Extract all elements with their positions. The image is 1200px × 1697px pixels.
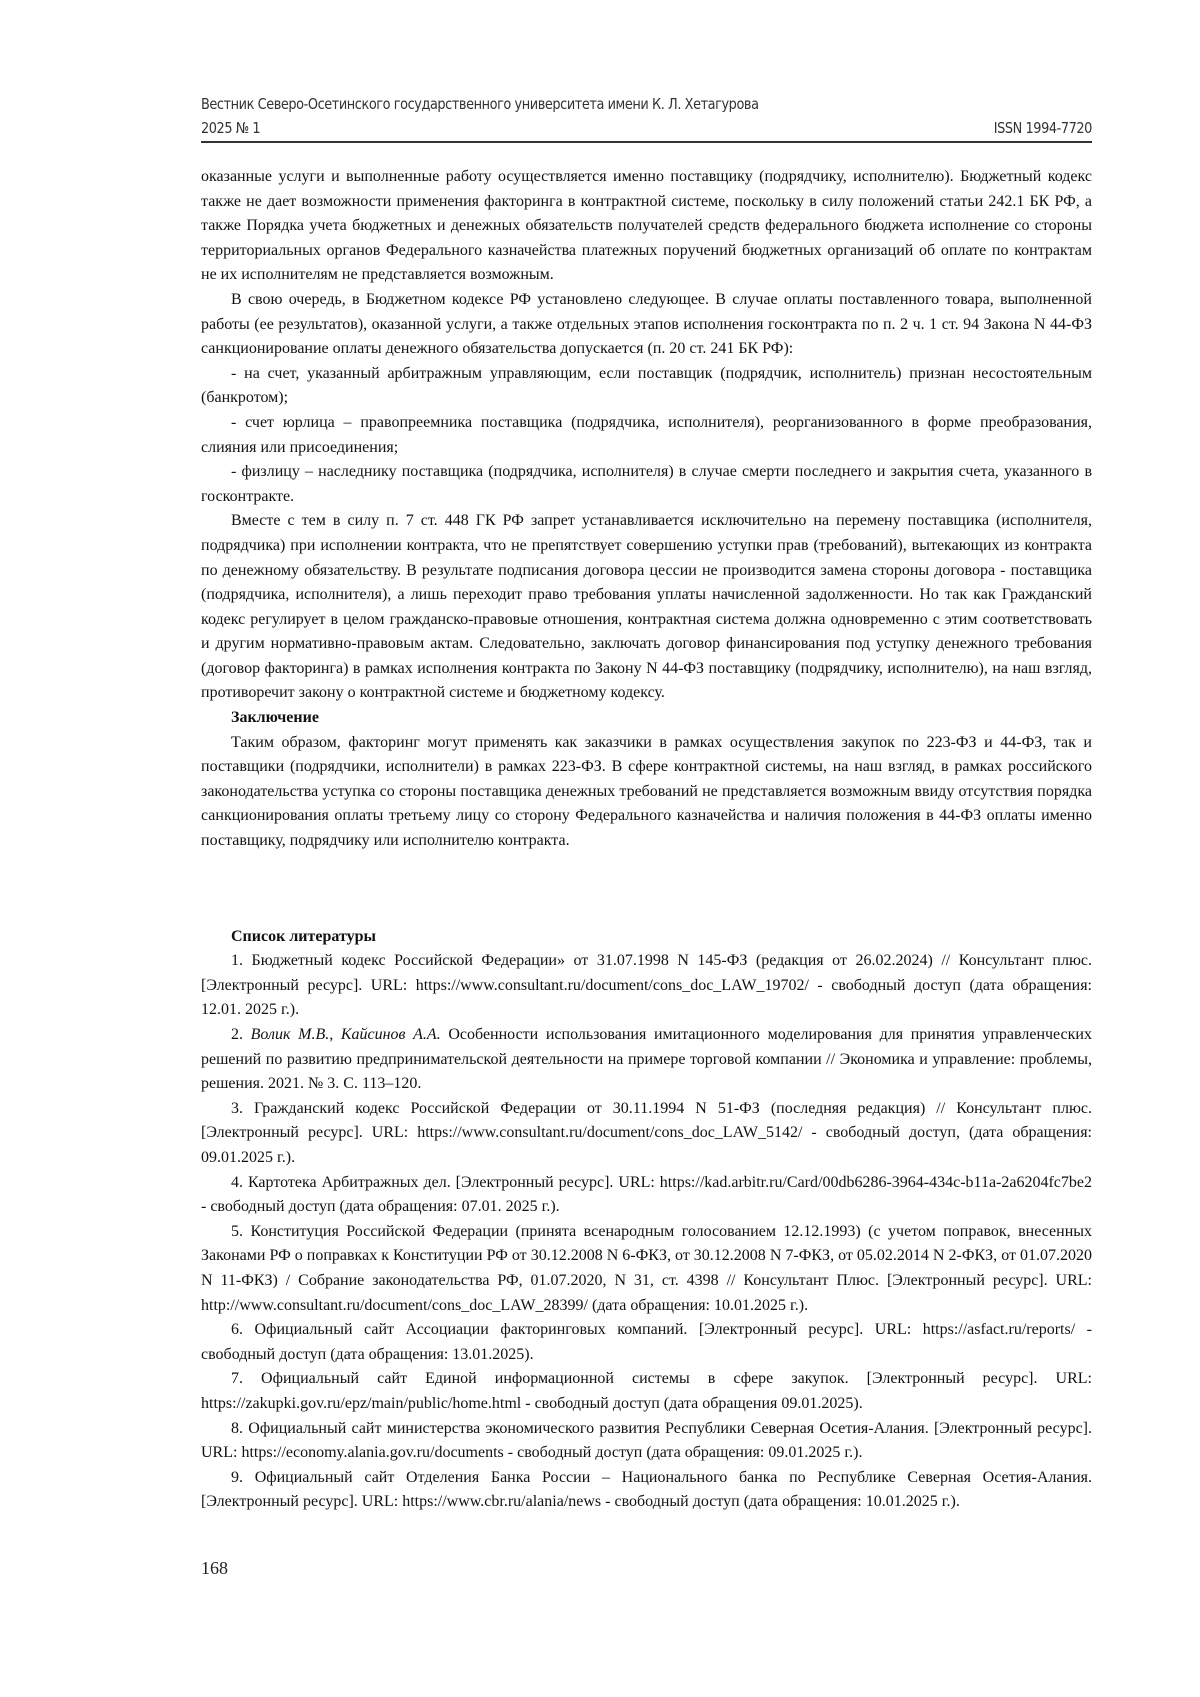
list-item: - счет юрлица – правопреемника поставщика (подрядчика, исполнителя), реорганизованного в форме преобразования, слияния или присоединения; [201,413,1092,456]
list-item: - физлицу – наследнику поставщика (подрядчика, исполнителя) в случае смерти последнего и закрытия счета, указанного в госконтракте. [201,463,1092,505]
section-spacer [201,854,1092,925]
reference-item: 1. Бюджетный кодекс Российской Федерации» от 31.07.1998 N 145-ФЗ (редакция от 26.02.2024) // Консультант плюс. [Электронный ресурс]. URL: https://www.consultant.ru/document/cons_doc_LAW_19702/ - свободный доступ (дата обращения: 12.01. 2025 г.). [201,952,1092,1019]
conclusion-text: Таким образом, факторинг могут применять как заказчики в рамках осуществления закупок по 223-ФЗ и 44-ФЗ, так и поставщики (подрядчики, исполнители) в рамках 223-ФЗ. В сфере контрактной системы, на наш взгляд, в рамках российского законодательства уступка со стороны поставщика денежных требований не представляется возможным ввиду отсутствия порядка санкционирования оплаты третьему лицу со сторону Федерального казначейства и наличия положения в 44-ФЗ оплаты именно поставщику, подрядчику или исполнителю контракта. [201,733,1092,850]
reference-item: 3. Гражданский кодекс Российской Федерации от 30.11.1994 N 51-ФЗ (последняя редакция) // Консультант плюс. [Электронный ресурс]. URL: https://www.consultant.ru/document/cons_doc_LAW_5142/ - свободный доступ, (дата обращения: 09.01.2025 г.). [201,1099,1092,1166]
issue-line [201,116,1092,140]
header-divider [201,141,1092,143]
reference-item [201,1023,1092,1097]
running-header [201,92,1092,140]
article-body [201,165,1092,1515]
journal-title: Вестник Северо-Осетинского государственного университета имени К. Л. Хетагурова [201,95,759,113]
issn: ISSN 1994-7720 [993,119,1092,137]
reference-item: 9. Официальный сайт Отделения Банка России – Национального банка по Республике Северная Осетия-Алания. [Электронный ресурс]. URL: https://www.cbr.ru/alania/news - свободный доступ (дата обращения: 10.01.2025 г.). [201,1468,1092,1511]
page-number: 168 [201,1558,228,1578]
paragraph: В свою очередь, в Бюджетном кодексе РФ установлено следующее. В случае оплаты поставленного товара, выполненной работы (ее результатов), оказанной услуги, а также отдельных этапов исполнения госконтракта по п. 2 ч. 1 ст. 94 Закона N 44-ФЗ санкционирование оплаты денежного обязательства допускается (п. 20 ст. 241 БК РФ): [201,290,1092,358]
reference-authors: Волик М.В., Кайсинов А.А. [250,1026,441,1043]
reference-item: 5. Конституция Российской Федерации (принята всенародным голосованием 12.12.1993) (с учетом поправок, внесенных Законами РФ о поправках к Конституции РФ от 30.12.2008 N 6-ФКЗ, от 30.12.2008 N 7-ФКЗ, от 05.02.2014 N 2-ФКЗ, от 01.07.2020 N 11-ФКЗ) / Собрание законодательства РФ, 01.07.2020, N 31, ст. 4398 // Консультант Плюс. [Электронный ресурс]. URL: http://www.consultant.ru/document/cons_doc_LAW_28399/ (дата обращения: 10.01.2025 г.). [201,1222,1092,1314]
paragraph: оказанные услуги и выполненные работу осуществляется именно поставщику (подрядчику, исполнителю). Бюджетный кодекс также не дает возможности применения факторинга в контрактной системе, поскольку в силу положений статьи 242.1 БК РФ, а также Порядка учета бюджетных и денежных обязательств получателей средств федерального бюджета исполнение со стороны территориальных органов Федерального казначейства платежных поручений бюджетных организаций об оплате по контрактам не их исполнителям не представляется возможным. [201,168,1092,284]
issue-number: 2025 № 1 [201,119,261,137]
conclusion-heading: Заключение [231,709,319,727]
list-item: - на счет, указанный арбитражным управляющим, если поставщик (подрядчик, исполнитель) признан несостоятельным (банкротом); [201,364,1092,407]
reference-item: 7. Официальный сайт Единой информационной системы в сфере закупок. [Электронный ресурс]. URL: https://zakupki.gov.ru/epz/main/public/home.html - свободный доступ (дата обращения 09.01.2025). [201,1370,1092,1412]
paragraph: Вместе с тем в силу п. 7 ст. 448 ГК РФ запрет устанавливается исключительно на перемену поставщика (исполнителя, подрядчика) при исполнении контракта, что не препятствует совершению уступки прав (требований), вытекающих из контракта по денежному обязательству. В результате подписания договора цессии не производится замена стороны договора - поставщика (подрядчика, исполнителя), а лишь переходит право требования уплаты начисленной задолженности. Но так как Гражданский кодекс регулирует в целом гражданско-правовые отношения, контрактная система должна одновременно с этим соответствовать и другим нормативно-правовым актам. Следовательно, заключать договор финансирования под уступку денежного требования (договор факторинга) в рамках исполнения контракта по Закону N 44-ФЗ поставщику (подрядчику, исполнителю), на наш взгляд, противоречит закону о контрактной системе и бюджетному кодексу. [201,512,1092,702]
reference-text: Особенности использования имитационного моделирования для принятия управленческих решений по развитию предпринимательской деятельности на примере торговой компании // Экономика и управление: проблемы, решения. 2021. № 3. С. 113–120. [201,1026,1092,1093]
references-heading: Список литературы [231,927,376,945]
reference-item: 4. Картотека Арбитражных дел. [Электронный ресурс]. URL: https://kad.arbitr.ru/Card/00db6286-3964-434c-b11a-2a6204fc7be2 - свободный доступ (дата обращения: 07.01. 2025 г.). [201,1173,1092,1216]
reference-item: 6. Официальный сайт Ассоциации факторинговых компаний. [Электронный ресурс]. URL: https://asfact.ru/reports/ - свободный доступ (дата обращения: 13.01.2025). [201,1321,1092,1363]
reference-number: 2. [231,1026,251,1043]
reference-item: 8. Официальный сайт министерства экономического развития Республики Северная Осетия-Алания. [Электронный ресурс]. URL: https://economy.alania.gov.ru/documents - свободный доступ (дата обращения: 09.01.2025 г.). [201,1419,1092,1462]
